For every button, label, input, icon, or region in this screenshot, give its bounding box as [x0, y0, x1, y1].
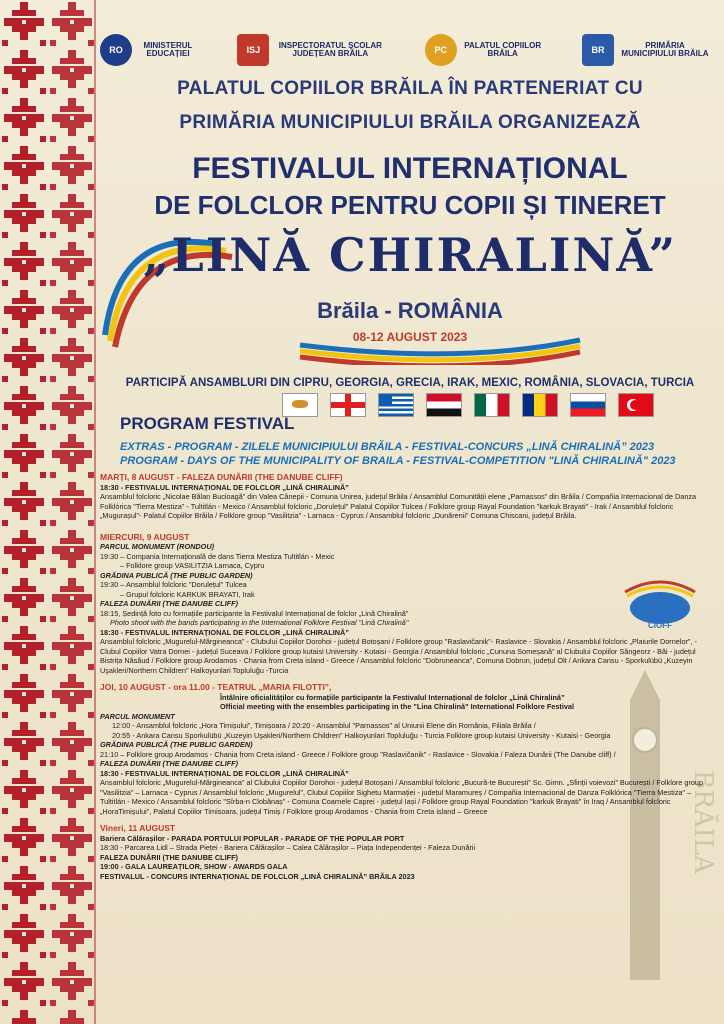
day-4-item: Bariera Călărașilor - PARADA PORTULUI POPULAR - PARADE OF THE POPULAR PORT	[100, 833, 405, 843]
day-3-intro-ro: Întâlnire oficialităților cu formațiile participante la Festivalul Internațional de folclor „Lină Chiralină”	[220, 692, 565, 702]
day-3-location-3: FALEZA DUNĂRII (THE DANUBE CLIFF)	[100, 759, 238, 768]
svg-text:BRĂILA: BRĂILA	[688, 770, 718, 874]
day-1-header: MARȚI, 8 AUGUST - FALEZA DUNĂRII (THE DANUBE CLIFF)	[100, 472, 343, 482]
day-2-location-1: PARCUL MONUMENT (RONDOU)	[100, 542, 215, 551]
palatul-emblem-icon: PC	[425, 34, 457, 66]
day-3-event: 18:30 - FESTIVALUL INTERNAȚIONAL DE FOLCLOR „LINĂ CHIRALINĂ”	[100, 768, 349, 778]
day-3-text: Ansamblul folcloric „Mugurelul-Mărgineanca” al Clubului Copiilor Dorohoi - județul Botoșani / Ansamblul folcloric „Bucură-te București” Sc. Gimn. „Sfinții voievozi” București / Folklore group "Vasilitzia" – Larnaca - Cyprus / Ansamblul folcloric „Mugurelul”, Clubul Copiilor Sighetu Marmației - județul Maramureș / Compañia Internacional de Danza Folklórica "Tierra Mestiza" – Tultitlán - Mexico / Ansamblul folcloric "Sîrba-n Clobănaș" - Comuna Coarnele Caprei - județul Iași / Folklore group Rayal Foundation "karkuk Brayati" în Iraq / Ansamblul folcloric „HoraTimișului”, Palatul Copiilor Timisoara, județul Timiș / Folklore group Arodamos - Chania from Creta island – Greece	[100, 778, 704, 816]
day-2-location-2: GRĂDINA PUBLICĂ (THE PUBLIC GARDEN)	[100, 570, 253, 580]
slovakia-flag-icon	[570, 393, 606, 417]
georgia-flag-icon	[330, 393, 366, 417]
coat-of-arms-icon: RO	[100, 34, 132, 66]
romania-flag-icon	[522, 393, 558, 417]
program-subtitle-ro: EXTRAS - PROGRAM - ZILELE MUNICIPIULUI BRĂILA - FESTIVAL-CONCURS „LINĂ CHIRALINĂ” 2023	[120, 441, 655, 453]
day-2-text: Ansamblul folcloric „Mugurelul-Mărgineanca” - Clubului Copiilor Dorohoi - județul Botoșani / Folklore group "Raslavičanik"- Raslavice - Slovakia / Ansamblul folcloric „Plaiurile Dornelor”, - Clubul Copiilor Vatra Dornei - județul Suceava / Folklore group kutaisi University - Kutaisi - Georgia / Ansamblul folcloric „Cununa Someșană” al Clubului Copiilor Sângeorz - Băi - județul Bistrița Năsăud / Folklore group Arodamos - Chania from Creta island - Greece / Ansamblul folcloric "Dobruneanca", Comuna Dobrun, județul Olt / Ankara Cansu - Sporkulübü „Kuzeyin Uşakleri/Northern Children" Halkoyunlari Topluluğu -Turcia	[100, 637, 697, 675]
festival-dates: 08-12 AUGUST 2023	[352, 330, 468, 344]
turkey-flag-icon	[618, 393, 654, 417]
palatul-logo: PC PALATUL COPIILOR BRĂILA	[425, 34, 543, 66]
primaria-logo: BR PRIMĂRIA MUNICIPIULUI BRĂILA	[582, 34, 710, 66]
header-line-1: PALATUL COPIILOR BRĂILA ÎN PARTENERIAT CU	[177, 78, 643, 99]
day-3-location-2: GRĂDINA PUBLICĂ (THE PUBLIC GARDEN)	[100, 740, 253, 749]
day-3-item: 20:55 - Ankara Cansu Sporkulübü „Kuzeyin Uşakleri/Northern Children" Halkoyunlari Topluluğu - Turcia Folklore group kutaisi University - Kutaisi - Georgia	[112, 730, 611, 740]
day-1-text: Ansamblul folcloric „Nicolae Bălan Bucioagă” din Valea Cânepii - Comuna Unirea, județul Brăila / Ansamblul Comunității elene „Parnassos” din Brăila / Compañia Internacional de Danza Folklórica "Tierra Mestiza" - Tultitlán - Mexico / Ansamblul folcloric „Dorulețul” Palatul Copiilor Tulcea / Folklore group Rayal Foundation "karkuk Brayati" - Irak / Ansamblul folcloric „Mugurașul”- Palatul Copiilor Brăila / Folklore group "Vasilitzia" - Larnaca - Cyprus / Ansamblul folcloric „Dunărenii” Comuna Chiscani, județul Brăila.	[100, 492, 697, 520]
day-2-item: 18:15, Ședință foto cu formațiile participante la Festivalul Internațional de folclor „Lină Chiralină”	[100, 608, 409, 618]
embroidery-pattern-icon	[0, 0, 96, 1024]
day-3-location-1: PARCUL MONUMENT	[100, 711, 175, 721]
day-3-header: JOI, 10 AUGUST - ora 11.00 - TEATRUL „MARIA FILOTTI”,	[100, 682, 332, 692]
day-1-event: 18:30 - FESTIVALUL INTERNAȚIONAL DE FOLCLOR „LINĂ CHIRALINĂ”	[100, 482, 349, 492]
day-2-event: 18:30 - FESTIVALUL INTERNAȚIONAL DE FOLCLOR „LINĂ CHIRALINĂ”	[100, 627, 349, 637]
day-4-item: FESTIVALUL - CONCURS INTERNAȚIONAL DE FOLCLOR „LINĂ CHIRALINĂ” BRĂILA 2023	[100, 871, 415, 881]
festival-title-1: FESTIVALUL INTERNAȚIONAL	[192, 152, 628, 185]
day-4-header: Vineri, 11 AUGUST	[100, 823, 176, 833]
day-4-item: 18:30 - Parcarea Lidl – Strada Pieței - Bariera Călărașilor – Calea Călărașilor – Piața Independenței - Faleza Dunării	[100, 843, 476, 852]
day-4-location: FALEZA DUNĂRII (THE DANUBE CLIFF)	[100, 852, 238, 862]
isj-logo: ISJ INSPECTORATUL ȘCOLAR JUDEȚEAN BRĂILA	[237, 34, 385, 66]
day-2-header: MIERCURI, 9 AUGUST	[100, 531, 190, 542]
mexico-flag-icon	[474, 393, 510, 417]
day-2-location-3: FALEZA DUNĂRII (THE DANUBE CLIFF)	[100, 599, 238, 608]
day-3-intro-en: Official meeting with the ensembles participating in the "Lina Chiralină" International Folklore Festival	[220, 702, 574, 711]
day-4-item: 19:00 - GALA LAUREAȚILOR, SHOW - AWARDS GALA	[100, 862, 288, 871]
shield-icon: BR	[582, 34, 614, 66]
flags-row	[282, 393, 654, 417]
program-subtitle-en: PROGRAM - DAYS OF THE MUNICIPALITY OF BRAILA - FESTIVAL-COMPETITION "LINĂ CHIRALINĂ" 2023	[120, 455, 676, 467]
greece-flag-icon	[378, 393, 414, 417]
lina-chiralina-title: „LINĂ CHIRALINĂ”	[142, 228, 678, 282]
header-line-2: PRIMĂRIA MUNICIPIULUI BRĂILA ORGANIZEAZĂ	[179, 112, 641, 133]
day-3-item: 12:00 - Ansamblul folcloric „Hora Timișului”, Timișoara / 20:20 - Ansamblul "Parnassos" al Uniunii Elene din România, Filiala Brăila /	[112, 721, 536, 730]
day-2-item: Photo shoot with the bands participating in the International Folklore Festival "Lină Chiralină"	[110, 618, 409, 627]
festival-title-2: DE FOLCLOR PENTRU COPII ȘI TINERET	[154, 190, 666, 220]
logo-bar	[100, 30, 710, 70]
svg-text:CIOFF: CIOFF	[648, 621, 672, 630]
iraq-flag-icon	[426, 393, 462, 417]
day-2-item: – Grupul folcloric KARKUK BRAYATI, Irak	[120, 589, 255, 599]
day-2-item: 19:30 – Compania Internațională de dans Tierra Mestiza Tultitlán - Mexic	[100, 551, 335, 561]
day-2-item: – Folklore group VASILITZIA Larnaca, Cypru	[120, 561, 265, 570]
day-3-item: 21:10 – Folklore group Arodamos - Chania from Creta island - Greece / Folklore group "Raslavičanik" - Raslavice - Slovakia / Faleza Dunării (The Danube cliff) /	[100, 749, 616, 759]
isj-icon: ISJ	[237, 34, 269, 66]
day-2-item: 19:30 – Ansamblul folcloric "Dorulețul" Tulcea	[100, 580, 247, 589]
program-body	[100, 473, 710, 881]
location-title: Brăila - ROMÂNIA	[317, 298, 503, 323]
embroidery-border	[0, 0, 96, 1024]
program-title: PROGRAM FESTIVAL	[120, 414, 295, 433]
participants-line: PARTICIPĂ ANSAMBLURI DIN CIPRU, GEORGIA, GRECIA, IRAK, MEXIC, ROMÂNIA, SLOVACIA, TURCIA	[125, 377, 695, 389]
ministerul-logo: RO MINISTERUL EDUCAȚIEI	[100, 34, 198, 66]
